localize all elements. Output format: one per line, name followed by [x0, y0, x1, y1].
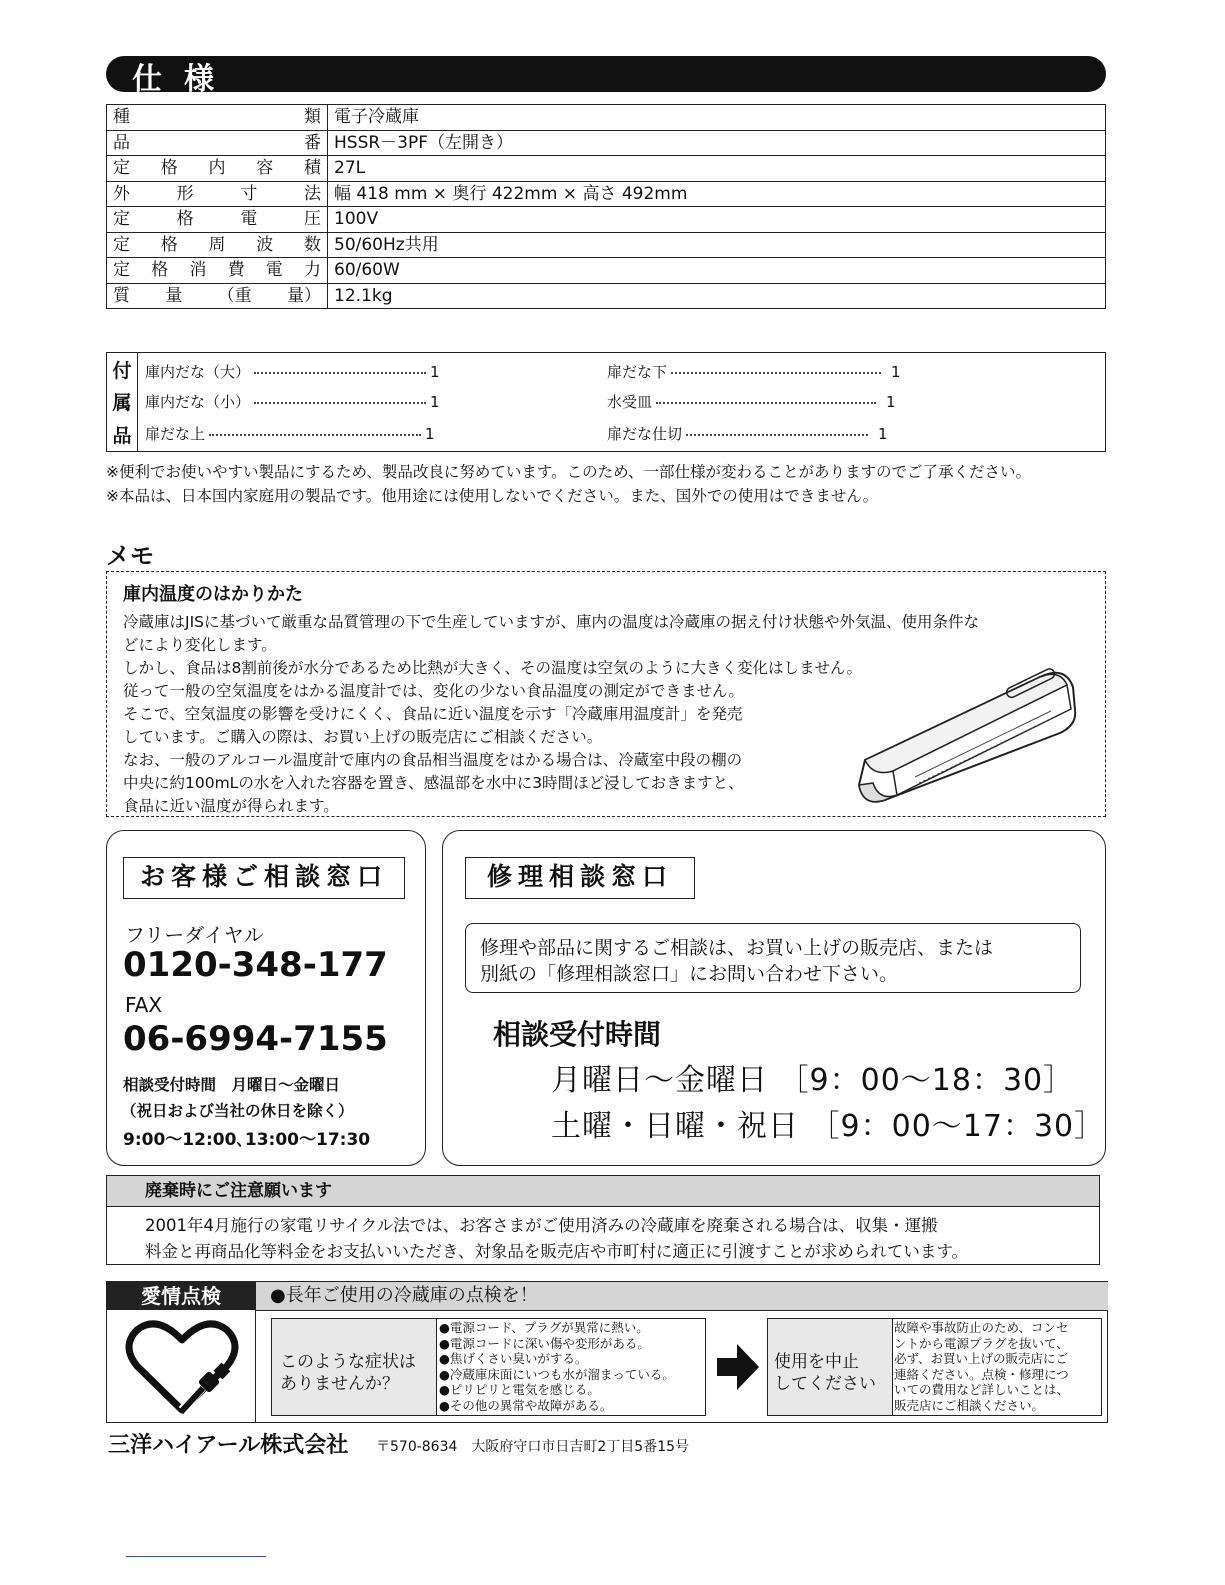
memo-title: メモ: [106, 542, 154, 570]
memo-line: なお、一般のアルコール温度計で庫内の食品相当温度をはかる場合は、冷蔵室中段の棚の: [123, 751, 743, 769]
spec-key: 外 形 寸 法: [107, 181, 328, 207]
company-name: 三洋ハイアール株式会社: [108, 1433, 349, 1458]
disposal-text-line: 料金と再商品化等料金をお支払いいただき、対象品を販売店や市町村に適正に引渡すことが求められています。: [145, 1242, 969, 1261]
spec-value: 幅 418 mm × 奥行 422mm × 高さ 492mm: [328, 181, 1106, 207]
spec-row: [107, 207, 1106, 233]
accessories-box: [106, 352, 1106, 452]
spec-key: 定 格 周 波 数: [107, 232, 328, 258]
symptom-item: ●その他の異常や故障がある。: [439, 1397, 613, 1413]
spec-row: [107, 283, 1106, 309]
symptom-item: ●ピリピリと電気を感じる。: [439, 1382, 600, 1397]
accessories-heading: 付 属 品: [107, 353, 138, 451]
memo-line: しかし、食品は8割前後が水分であるため比熱が大きく、その温度は空気のように大きく変化はしません。: [123, 659, 862, 677]
free-dial-number[interactable]: 0120-348-177: [123, 945, 388, 985]
memo-line: そこで、空気温度の影響を受けにくく、食品に近い温度を示す「冷蔵庫用温度計」を発売: [123, 705, 743, 723]
link-underline: [126, 1556, 266, 1557]
inspection-box: [106, 1281, 1108, 1423]
memo-line: しています。ご購入の際は、お買い上げの販売店にご相談ください。: [123, 728, 603, 746]
spec-value: 60/60W: [328, 258, 1106, 284]
thermometer-illustration: [855, 665, 1080, 805]
spec-row: [107, 105, 1106, 131]
repair-hours-line: 月曜日〜金曜日 ［9：00〜18：30］: [551, 1063, 1075, 1098]
heart-plug-icon: [123, 1316, 241, 1418]
spec-row: [107, 130, 1106, 156]
memo-heading: 庫内温度のはかりかた: [123, 584, 303, 605]
memo-line: 従って一般の空気温度をはかる温度計では、変化の少ない食品温度の測定ができません。: [123, 682, 744, 700]
symptom-list: [435, 1318, 706, 1416]
accessory-item: 扉だな仕切 1: [607, 425, 888, 443]
section-title-bar: [106, 56, 1106, 97]
repair-text-line: 修理や部品に関するご相談は、お買い上げの販売店、または: [480, 937, 994, 959]
inspection-headline: ●長年ご使用の冷蔵庫の点検を！: [255, 1282, 1108, 1311]
disposal-box: [106, 1175, 1100, 1265]
customer-consult-label: お客様ご相談窓口: [123, 857, 405, 899]
fax-number: 06-6994-7155: [123, 1019, 388, 1059]
spec-value: HSSR－3PF（左開き）: [328, 130, 1106, 156]
spec-value: 12.1kg: [328, 283, 1106, 309]
page-title: 仕様: [132, 62, 236, 97]
accessory-item: 扉だな下 1: [607, 363, 901, 381]
spec-row: [107, 181, 1106, 207]
spec-key: 定 格 消 費 電 力: [107, 258, 328, 284]
stop-use-box: 使用を中止 してください: [767, 1318, 893, 1416]
disposal-heading: 廃棄時にご注意願います: [107, 1176, 1099, 1207]
fax-label: FAX: [125, 993, 163, 1017]
repair-info-box: [465, 923, 1081, 993]
symptom-item: ●冷蔵庫床面にいつも水が溜まっている。: [439, 1366, 675, 1382]
spec-key: 質 量 （重 量）: [107, 283, 328, 309]
spec-key: 定 格 内 容 積: [107, 156, 328, 182]
memo-line: どにより変化します。: [123, 636, 277, 654]
customer-hours-line: 9:00〜12:00､13:00〜17:30: [123, 1130, 371, 1150]
free-dial-label: フリーダイヤル: [125, 923, 264, 947]
spec-table: [106, 104, 1106, 309]
memo-line: 中央に約100mLの水を入れた容器を置き、感温部を水中に3時間ほど浸しておきますと、: [123, 774, 744, 792]
spec-key: 品 番: [107, 130, 328, 156]
spec-row: [107, 232, 1106, 258]
repair-consult-box: [442, 830, 1106, 1166]
disposal-text-line: 2001年4月施行の家電リサイクル法では、お客さまがご使用済みの冷蔵庫を廃棄される場合は、収集・運搬: [145, 1216, 938, 1235]
spec-key: 定 格 電 圧: [107, 207, 328, 233]
symptom-item: ●電源コードに深い傷や変形がある。: [439, 1335, 650, 1351]
symptom-item: ●電源コード、プラグが異常に熱い。: [439, 1320, 649, 1335]
spec-key: 種 類: [107, 105, 328, 131]
spec-value: 50/60Hz共用: [328, 232, 1106, 258]
repair-hours-line: 土曜・日曜・祝日 ［9：00〜17：30］: [551, 1109, 1106, 1144]
company-address: 〒570-8634 大阪府守口市日吉町2丁目5番15号: [376, 1439, 690, 1455]
arrow-right-icon: [717, 1344, 759, 1390]
customer-hours-line: （祝日および当社の休日を除く）: [121, 1102, 354, 1120]
accessory-item: 水受皿 1: [607, 393, 896, 411]
symptom-question-box: このような症状は ありませんか？: [271, 1318, 437, 1416]
repair-consult-label: 修理相談窓口: [465, 857, 695, 899]
inspection-label: 愛情点検: [107, 1282, 255, 1310]
spec-row: [107, 258, 1106, 284]
advice-text: 故障や事故防止のため、コンセ ントから電源プラグを抜いて、 必ず、お買い上げの販売店にご 連絡ください。点検・修理につ いての費用など詳しいことは、 販売店にご相談ください。: [891, 1318, 1102, 1416]
spec-value: 100V: [328, 207, 1106, 233]
accessory-item: 庫内だな（小） 1: [145, 393, 440, 411]
note-line: ※本品は、日本国内家庭用の製品です。他用途には使用しないでください。また、国外での使用はできません。: [106, 487, 879, 505]
note-line: ※便利でお使いやすい製品にするため、製品改良に努めています。このため、一部仕様が変わることがありますのでご了承ください。: [106, 463, 1032, 481]
symptom-item: ●焦げくさい臭いがする。: [439, 1351, 588, 1366]
spec-value: 27L: [328, 156, 1106, 182]
customer-hours-line: 相談受付時間 月曜日〜金曜日: [123, 1076, 341, 1094]
repair-hours-title: 相談受付時間: [493, 1018, 662, 1051]
spec-row: [107, 156, 1106, 182]
customer-consult-box: [106, 830, 426, 1166]
accessory-item: 庫内だな（大） 1: [145, 363, 440, 381]
memo-line: 食品に近い温度が得られます。: [123, 797, 339, 815]
spec-value: 電子冷蔵庫: [328, 105, 1106, 131]
repair-text-line: 別紙の「修理相談窓口」にお問い合わせ下さい。: [480, 963, 899, 985]
memo-line: 冷蔵庫はJISに基づいて厳重な品質管理の下で生産していますが、庫内の温度は冷蔵庫の据え付け状態や外気温、使用条件な: [123, 613, 979, 631]
accessory-item: 扉だな上 1: [145, 425, 435, 443]
